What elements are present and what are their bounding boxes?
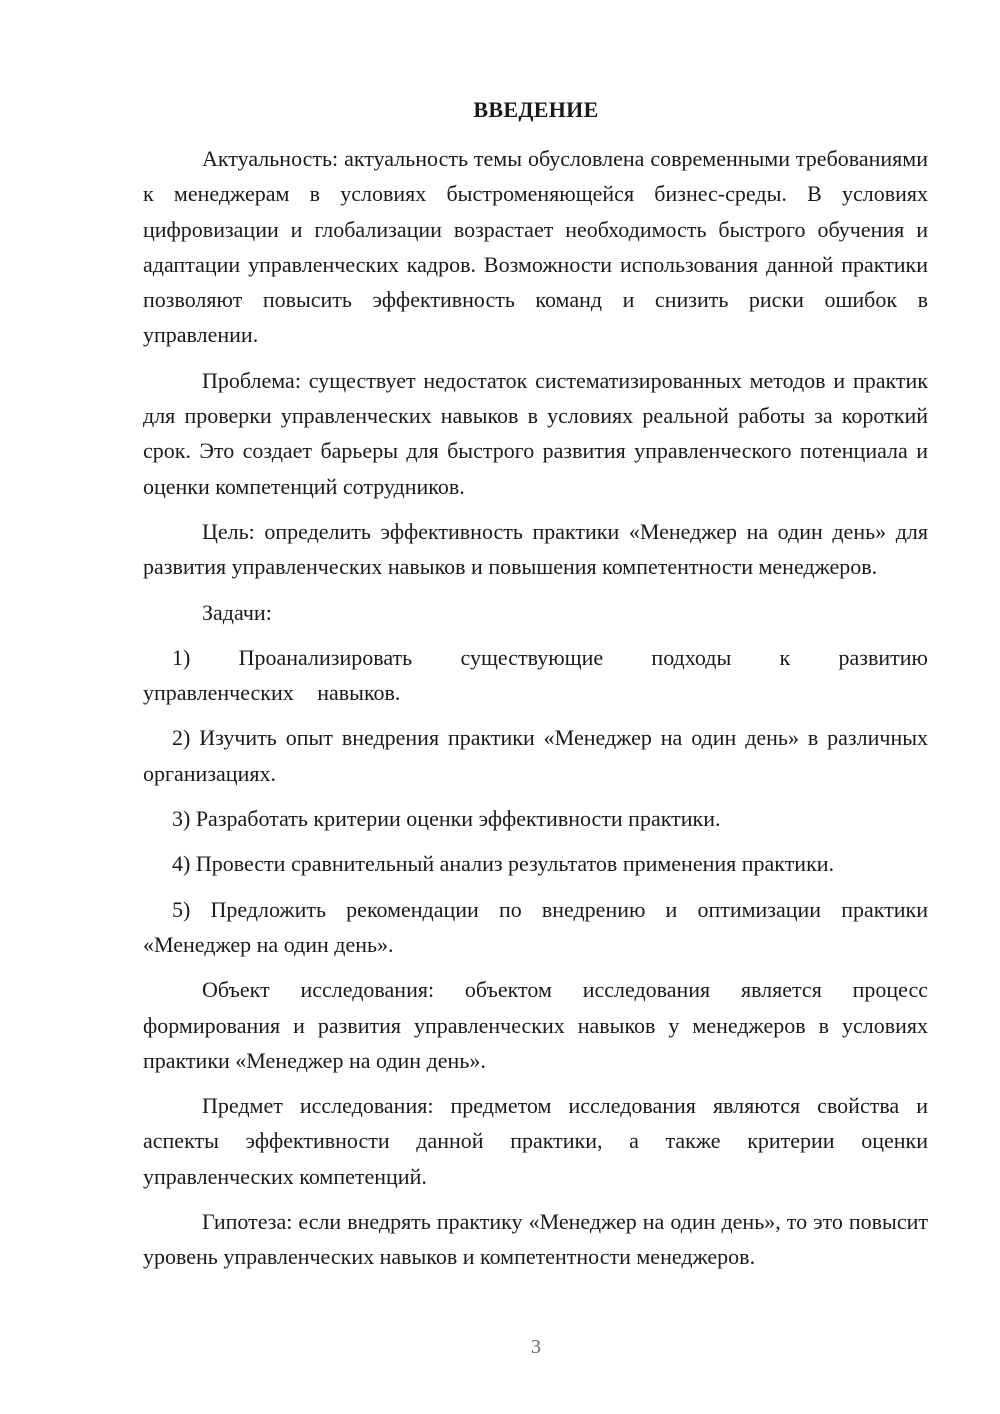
page-number: 3	[531, 1336, 541, 1358]
task-item-2: 2) Изучить опыт внедрения практики «Менеджер на один день» в различных организациях.	[143, 725, 928, 786]
subject-paragraph: Предмет исследования: предметом исследования являются свойства и аспекты эффективности данной практики, а также критерии оценки управленческих компетенций.	[143, 1093, 928, 1189]
task-item-5: 5) Предложить рекомендации по внедрению и оптимизации практики «Менеджер на один день».	[143, 896, 928, 957]
task-item-4: 4) Провести сравнительный анализ результатов применения практики.	[172, 851, 835, 877]
body-text	[143, 141, 928, 1285]
goal-paragraph: Цель: определить эффективность практики «Менеджер на один день» для развития управленческих навыков и повышения компетентности менеджеров.	[143, 518, 928, 580]
tasks-label: Задачи:	[202, 599, 272, 625]
task-item-3: 3) Разработать критерии оценки эффективности практики.	[172, 806, 721, 832]
section-heading: ВВЕДЕНИЕ	[473, 97, 599, 122]
problem-paragraph: Проблема: существует недостаток систематизированных методов и практик для проверки управленческих навыков в условиях реальной работы за короткий срок. Это создает барьеры для быстрого развития управленческого потенциала и оценки компетенций сотрудников.	[143, 367, 928, 499]
task-item-1: 1) Проанализировать существующие подходы к развитию управленческих навыков.	[143, 644, 928, 706]
relevance-paragraph: Актуальность: актуальность темы обусловлена современными требованиями к менеджерам в условиях быстроменяющейся бизнес-среды. В условиях цифровизации и глобализации возрастает необходимость быстрого обучения и адаптации управленческих кадров. Возможности использования данной практики позволяют повысить эффективность команд и снизить риски ошибок в управлении.	[143, 146, 928, 348]
hypothesis-paragraph: Гипотеза: если внедрять практику «Менеджер на один день», то это повысит уровень управленческих навыков и компетентности менеджеров.	[143, 1209, 928, 1270]
object-paragraph: Объект исследования: объектом исследования является процесс формирования и развития управленческих навыков у менеджеров в условиях практики «Менеджер на один день».	[143, 977, 928, 1073]
